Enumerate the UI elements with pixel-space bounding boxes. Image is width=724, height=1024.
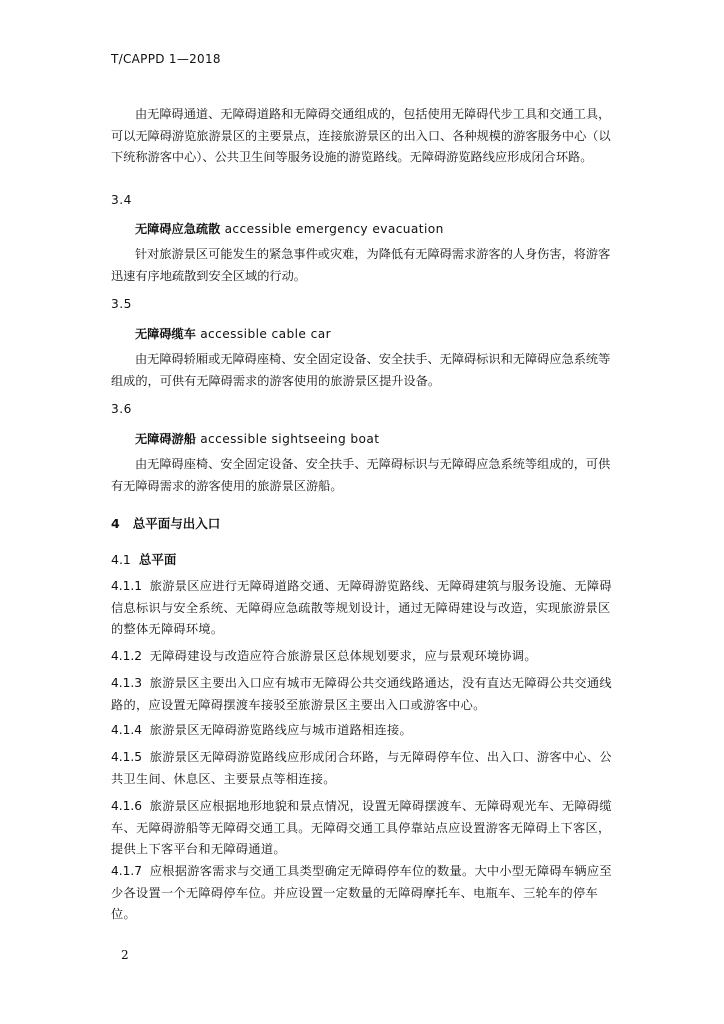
clause-number: 4.1.5 bbox=[111, 750, 143, 764]
clause-paragraph bbox=[111, 720, 619, 742]
term-en: accessible sightseeing boat bbox=[200, 432, 380, 446]
clause-paragraph bbox=[111, 796, 619, 861]
document-header: T/CAPPD 1—2018 bbox=[111, 52, 221, 66]
term-number: 3.4 bbox=[111, 193, 132, 207]
clause-paragraph bbox=[111, 646, 619, 668]
term-cn: 无障碍缆车 bbox=[135, 327, 196, 341]
clause-text: 旅游景区无障碍游览路线应与城市道路相连接。 bbox=[149, 723, 413, 737]
clause-text: 无障碍建设与改造应符合旅游景区总体规划要求，应与景观环境协调。 bbox=[149, 649, 537, 663]
intro-paragraph: 由无障碍通道、无障碍道路和无障碍交通组成的，包括使用无障碍代步工具和交通工具，可以无障碍游览旅游景区的主要景点，连接旅游景区的出入口、各种规模的游客服务中心（以下统称游客中心）、公共卫生间等服务设施的游览路线。无障碍游览路线应形成闭合环路。 bbox=[111, 107, 611, 164]
term-definition: 由无障碍座椅、安全固定设备、安全扶手、无障碍标识与无障碍应急系统等组成的，可供有无障碍需求的游客使用的旅游景区游船。 bbox=[111, 457, 611, 493]
term-definition: 针对旅游景区可能发生的紧急事件或灾难，为降低有无障碍需求游客的人身伤害，将游客迅速有序地疏散到安全区域的行动。 bbox=[111, 247, 611, 283]
subsection-heading bbox=[111, 550, 176, 568]
term-number: 3.5 bbox=[111, 297, 132, 311]
clause-text: 旅游景区应进行无障碍道路交通、无障碍游览路线、无障碍建筑与服务设施、无障碍信息标识与安全系统、无障碍应急疏散等规划设计，通过无障碍建设与改造，实现旅游景区的整体无障碍环境。 bbox=[111, 579, 612, 636]
clause-text: 旅游景区应根据地形地貌和景点情况，设置无障碍摆渡车、无障碍观光车、无障碍缆车、无障碍游船等无障碍交通工具。无障碍交通工具停靠站点应设置游客无障碍上下客区，提供上下客平台和无障碍通道。 bbox=[111, 799, 612, 856]
term-heading bbox=[135, 325, 331, 342]
section-title: 总平面与出入口 bbox=[132, 516, 221, 531]
term-number: 3.6 bbox=[111, 402, 132, 416]
subsection-number: 4.1 bbox=[111, 552, 131, 567]
clause-paragraph bbox=[111, 576, 619, 641]
clause-number: 4.1.2 bbox=[111, 649, 143, 663]
term-en: accessible cable car bbox=[200, 327, 331, 341]
subsection-title: 总平面 bbox=[138, 552, 177, 567]
term-cn: 无障碍游船 bbox=[135, 432, 196, 446]
clause-text: 旅游景区主要出入口应有城市无障碍公共交通线路通达，没有直达无障碍公共交通线路的，应设置无障碍摆渡车接驳至旅游景区主要出入口或游客中心。 bbox=[111, 676, 612, 712]
term-en: accessible emergency evacuation bbox=[224, 222, 444, 236]
clause-number: 4.1.7 bbox=[111, 864, 143, 878]
clause-paragraph bbox=[111, 861, 619, 926]
term-heading bbox=[135, 220, 444, 237]
page-number: 2 bbox=[121, 948, 129, 962]
clause-number: 4.1.3 bbox=[111, 676, 143, 690]
term-definition: 由无障碍轿厢或无障碍座椅、安全固定设备、安全扶手、无障碍标识和无障碍应急系统等组成的，可供有无障碍需求的游客使用的旅游景区提升设备。 bbox=[111, 352, 611, 388]
term-heading bbox=[135, 430, 379, 447]
term-cn: 无障碍应急疏散 bbox=[135, 222, 221, 236]
section-number: 4 bbox=[111, 516, 120, 531]
clause-paragraph bbox=[111, 673, 619, 716]
clause-text: 应根据游客需求与交通工具类型确定无障碍停车位的数量。大中小型无障碍车辆应至少各设置一个无障碍停车位。并应设置一定数量的无障碍摩托车、电瓶车、三轮车的停车位。 bbox=[111, 864, 612, 921]
clause-number: 4.1.6 bbox=[111, 799, 143, 813]
clause-number: 4.1.4 bbox=[111, 723, 143, 737]
clause-text: 旅游景区无障碍游览路线应形成闭合环路，与无障碍停车位、出入口、游客中心、公共卫生间、休息区、主要景点等相连接。 bbox=[111, 750, 612, 786]
clause-number: 4.1.1 bbox=[111, 579, 143, 593]
section-heading bbox=[111, 514, 220, 532]
clause-paragraph bbox=[111, 747, 619, 790]
